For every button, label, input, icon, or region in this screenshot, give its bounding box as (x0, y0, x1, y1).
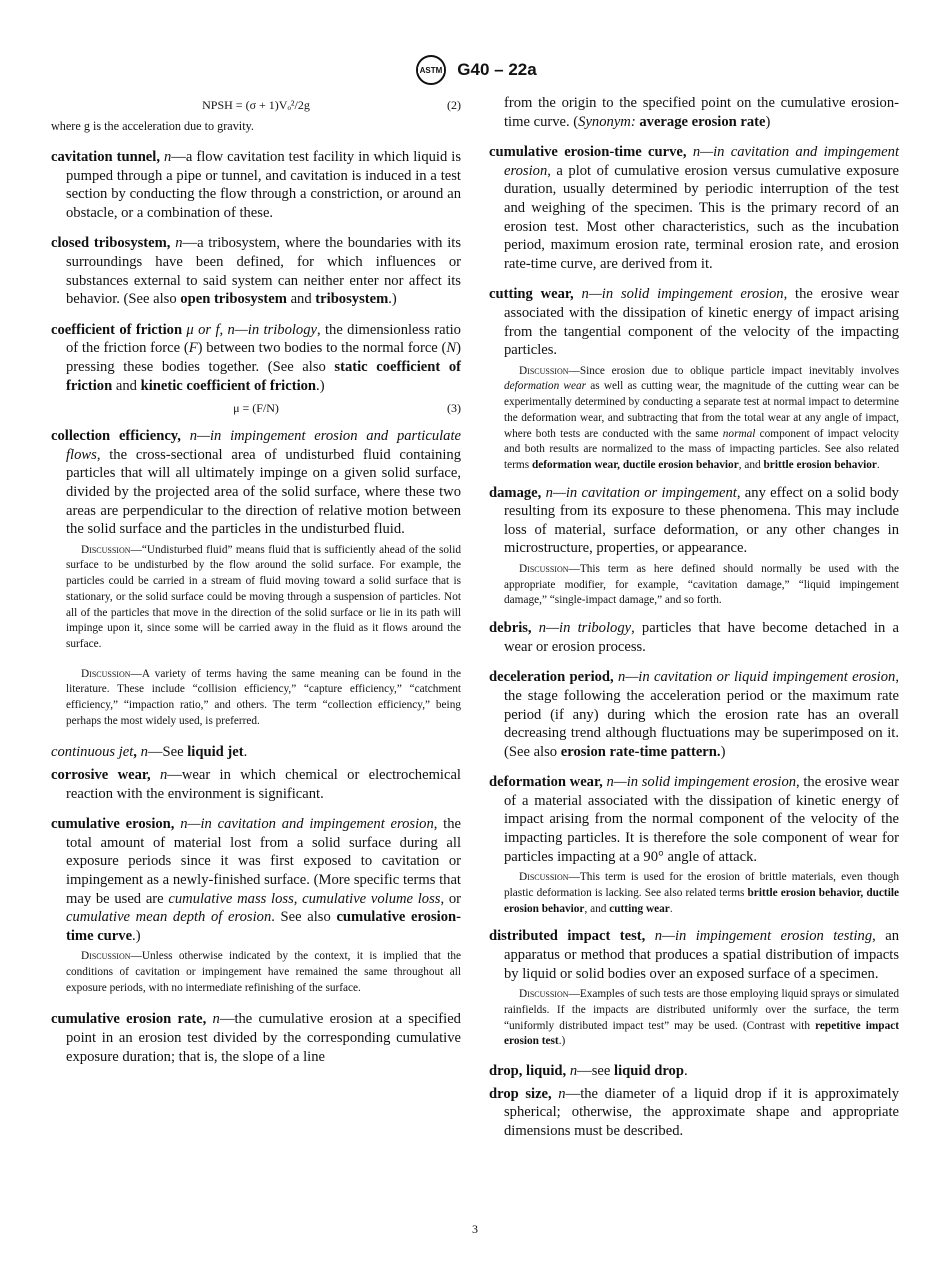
cross-ref: deformation wear, ductile erosion behavior (531, 458, 739, 471)
cross-ref: brittle erosion behavior (763, 458, 877, 471)
equation-number: (2) (447, 98, 461, 112)
discussion-note: Discussion—Unless otherwise indicated by the context, it is implied that the conditions of cavitation or impingement have remained the same throughout all exposure periods, with no intermediate refinishing of the surface. (66, 950, 461, 994)
entry-collection-efficiency: collection efficiency, n—in impingement erosion and particulate flows, the cross-sectional area of undisturbed fluid containing particles that will all ultimately impinge on a given solid surface, divided by the projected area of the solid surface, where these two areas are perpendicular to the direction of relative motion between the solid surface and the particles in the undisturbed fluid. (51, 428, 461, 538)
entry-cumulative-erosion-rate: cumulative erosion rate, n—the cumulative erosion at a specified point in an erosion test divided by the corresponding cumulative exposure duration; that is, the slope of a line (51, 1011, 461, 1065)
astm-logo-icon (413, 54, 449, 86)
term: cumulative erosion, (51, 816, 175, 833)
entry-continuous-jet: continuous jet, n—See liquid jet. (51, 744, 248, 761)
term: distributed impact test, (489, 928, 646, 945)
cross-ref: liquid drop (614, 1062, 684, 1079)
term: cumulative erosion-time curve, (489, 144, 687, 161)
discussion-note: Discussion—Since erosion due to oblique particle impact inevitably involves deformation wear as well as cutting wear, the magnitude of the cutting wear can be experimentally determined by conducting a separate test at normal impact to determine the deformation wear, and subtracting that from the total wear at any angle of impact, where both tests are conducted with the same normal component of impact velocity and both results are normalized to the mass of impacting particles. See also related terms deformation wear, ductile erosion behavior, and brittle erosion behavior. (504, 364, 899, 471)
page-number: 3 (472, 1222, 478, 1236)
cross-ref: cutting wear (609, 902, 670, 915)
right-column (489, 94, 899, 1152)
term: cutting wear, (489, 286, 574, 303)
cross-ref: kinetic coefficient of friction (140, 377, 317, 394)
entry-debris: debris, n—in tribology, particles that have become detached in a wear or erosion process. (489, 620, 899, 655)
discussion-note: Discussion—This term as here defined should normally be used with the appropriate modifier, for example, “cavitation damage,” “liquid impingement damage,” “single-impact damage,” and so forth. (504, 563, 899, 607)
entry-continuation: from the origin to the specified point on the cumulative erosion-time curve. (Synonym: average erosion rate) (504, 95, 899, 130)
term: cavitation tunnel, (51, 149, 160, 165)
term: drop size, (489, 1085, 552, 1102)
left-column (51, 94, 461, 1078)
page-header (0, 54, 950, 86)
term: cumulative erosion rate, (51, 1011, 207, 1028)
term: corrosive wear, (51, 767, 151, 784)
equation-3 (51, 399, 461, 417)
cross-ref: average erosion rate (639, 113, 766, 130)
entry-deformation-wear: deformation wear, n—in solid impingement erosion, the erosive wear of a material associated with the dissipation of kinetic energy of impact arising from the normal component of the velocity of the impacting particles. It is therefore the sole component of wear for particles impacting at a 90° angle of attack. (489, 774, 899, 865)
entry-cavitation-tunnel: cavitation tunnel, n—a flow cavitation test facility in which liquid is pumped through a pipe or tunnel, and cavitation is induced in a test section by conducting the flow through a constriction, or around an obstacle, or a combination of these. (51, 149, 461, 221)
discussion-note: Discussion—This term is used for the erosion of brittle materials, even though plastic deformation is lacking. See also related terms brittle erosion behavior, ductile erosion behavior, and cutting wear. (504, 871, 899, 915)
cross-ref: repetitive impact erosion test (504, 1019, 899, 1048)
entry-cumulative-erosion-time-curve: cumulative erosion-time curve, n—in cavitation and impingement erosion, a plot of cumulative erosion versus cumulative exposure duration, usually determined by periodic interruption of the test and weighing of the specimen. This is the primary record of an erosion test. Most other characteristics, such as the incubation period, maximum erosion rate, terminal erosion rate, and erosion rate-time curve, are derived from it. (489, 144, 899, 272)
cross-ref: open tribosystem (180, 291, 287, 308)
term: drop, liquid, (489, 1062, 567, 1079)
term: damage, (489, 484, 542, 501)
cross-ref: erosion rate-time pattern. (560, 743, 721, 760)
cross-ref: cumulative erosion-time curve (66, 909, 461, 944)
equation-2 (51, 96, 461, 114)
entry-cumulative-erosion: cumulative erosion, n—in cavitation and impingement erosion, the total amount of material lost from a solid surface during all exposure periods since it was first exposed to cavitation or impingement as a newly-finished surface. (More specific terms that may be used are cumulative mass loss, cumulative volume loss, or cumulative mean depth of erosion. See also cumulative erosion-time curve.) (51, 816, 461, 944)
term: coefficient of friction (51, 321, 183, 338)
term: deceleration period, (489, 669, 614, 686)
term: closed tribosystem, (51, 235, 171, 252)
equation-number: (3) (447, 401, 461, 416)
cross-ref: liquid jet (187, 744, 244, 761)
entry-distributed-impact-test: distributed impact test, n—in impingement erosion testing, an apparatus or method that produces a spatial distribution of impacts by liquid or solid bodies over an exposed surface of a specimen. (489, 928, 899, 982)
entry-drop-size: drop size, n—the diameter of a liquid drop if it is approximately spherical; otherwise, the approximate shape and appropriate dimensions must be described. (489, 1085, 899, 1139)
term: continuous jet (51, 744, 134, 761)
equation-formula: μ = (F/N) (233, 401, 279, 416)
logo-text: ASTM (419, 66, 443, 76)
entry-closed-tribosystem: closed tribosystem, n—a tribosystem, where the boundaries with its surroundings have been defined, for which influences or substances external to said system can neither enter nor affect its behavior. (See also open tribosystem and tribosystem.) (51, 235, 461, 308)
entry-cutting-wear: cutting wear, n—in solid impingement erosion, the erosive wear associated with the dissipation of kinetic energy of impact arising from the tangential component of the velocity of the impacting particles. (489, 286, 900, 359)
discussion-note: Discussion—Examples of such tests are those employing liquid sprays or simulated rainfields. If the impacts are distributed uniformly over the surface, the term “uniformly distributed impact test” may be used. (Contrast with repetitive impact erosion test.) (504, 988, 899, 1048)
equation-formula: NPSH = (σ + 1)Vₒ²/2g (202, 98, 310, 112)
entry-deceleration-period: deceleration period, n—in cavitation or liquid impingement erosion, the stage following the acceleration period or the maximum rate period (if any) during which the erosion rate has an overall decreasing trend although fluctuations may be superimposed on it. (See also erosion rate-time pattern.) (489, 669, 899, 760)
term: debris, (489, 620, 532, 637)
discussion-note: Discussion—“Undisturbed fluid” means fluid that is sufficiently ahead of the solid surface to be undisturbed by the flow around the solid surface. For example, the particles could be carried in a stream of fluid moving toward a solid surface that is stationary, or the solid surface could be moving through a suspension of particles. Not all of the particles that move in the direction of the solid surface or lie in its path will impinge upon it, since some will be carried away in the fluid as it flows around the surface. (66, 543, 461, 650)
where-text: where g is the acceleration due to gravity. (51, 119, 254, 133)
cross-ref: static coefficient of friction (66, 358, 461, 394)
cross-ref: brittle erosion behavior, ductile erosion behavior (504, 886, 899, 915)
entry-drop-liquid: drop, liquid, n—see liquid drop. (489, 1062, 688, 1079)
term: collection efficiency, (51, 428, 181, 445)
cross-ref: tribosystem (315, 291, 389, 308)
entry-corrosive-wear: corrosive wear, n—wear in which chemical or electrochemical reaction with the environment is significant. (51, 767, 461, 802)
entry-coefficient-of-friction: coefficient of friction μ or f, n—in tribology, the dimensionless ratio of the friction force (F) between two bodies to the normal force (N) pressing these bodies together. (See also static coefficient of friction and kinetic coefficient of friction.) (51, 321, 461, 394)
entry-damage: damage, n—in cavitation or impingement, any effect on a solid body resulting from its exposure to these phenomena. This may include loss of material, surface deformation, or any other changes in microstructure, properties, or appearance. (489, 484, 899, 557)
term: deformation wear, (489, 774, 603, 791)
discussion-note: Discussion—A variety of terms having the same meaning can be found in the literature. These include “collision efficiency,” “capture efficiency,” “catchment efficiency,” “impaction ratio,” and others. The term “collection efficiency,” being perhaps the most widely used, is preferred. (66, 667, 461, 727)
standard-designation: G40 – 22a (457, 60, 537, 79)
